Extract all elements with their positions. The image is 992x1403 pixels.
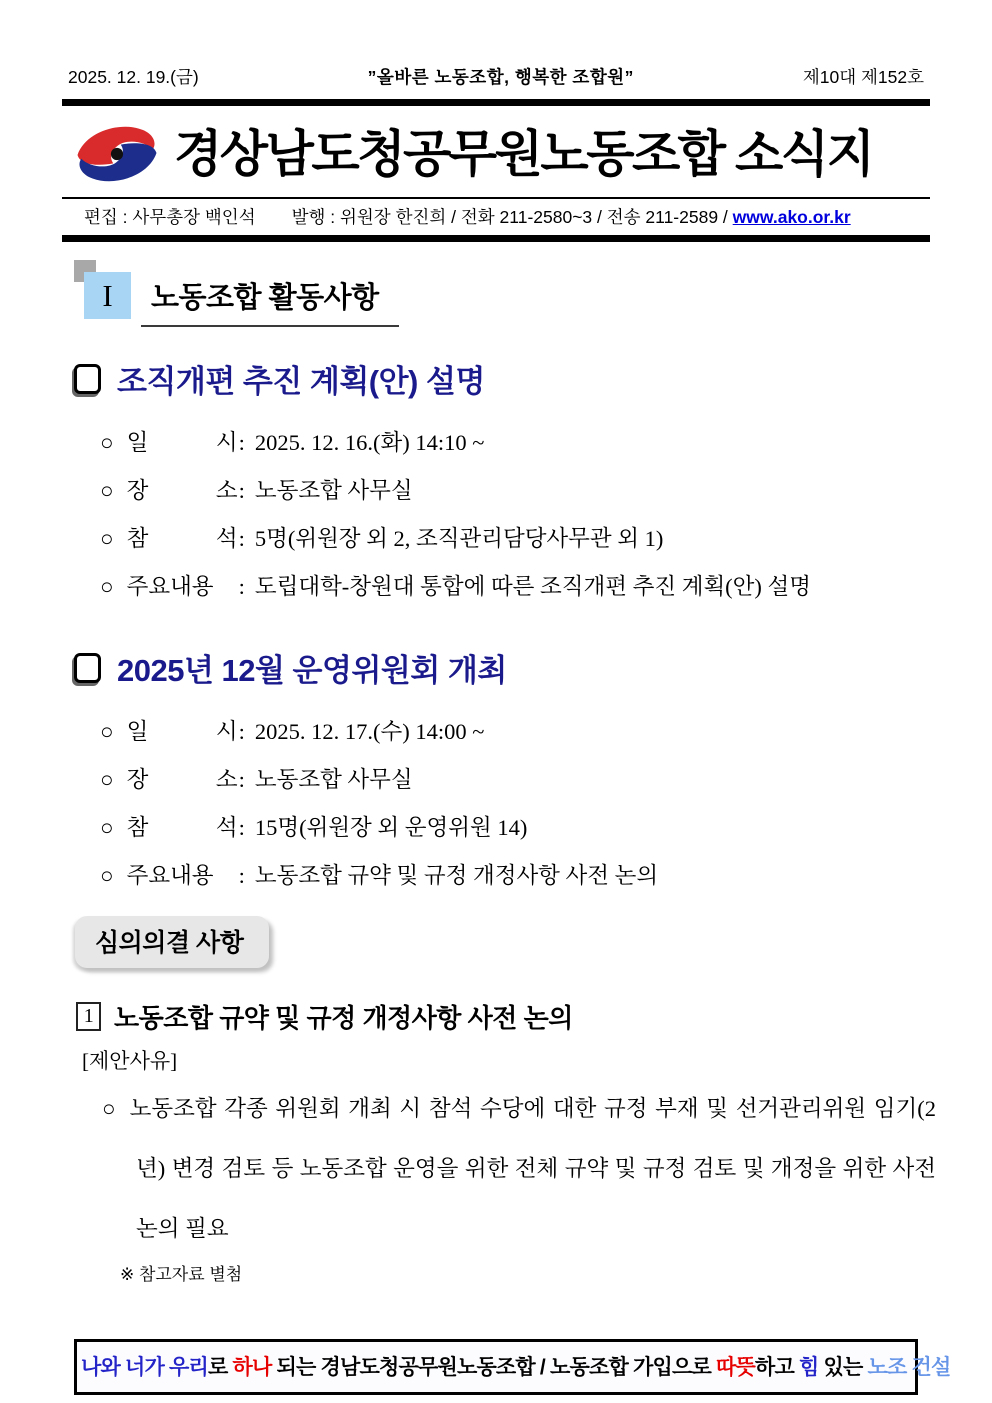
row-separator: : (238, 767, 245, 792)
row-value: 2025. 12. 16.(화) 14:10 ~ (254, 430, 485, 455)
double-rule-bottom (62, 235, 930, 242)
square-bullet-icon (74, 653, 101, 683)
section-one-header (74, 268, 992, 326)
row-separator: : (238, 719, 245, 744)
reason-paragraph (102, 1079, 936, 1259)
row-label: 참 석 (126, 526, 238, 551)
roman-numeral-box: I (84, 272, 131, 319)
row-separator: : (238, 815, 245, 840)
footer-segment: 로 (208, 1356, 233, 1379)
circle-bullet-icon: ○ (100, 719, 114, 744)
row-separator: : (238, 526, 245, 551)
footer-segment: 힘 (798, 1356, 819, 1379)
double-rule-top (62, 99, 930, 106)
row-label: 장 소 (126, 478, 238, 503)
row-label: 일 시 (126, 430, 238, 455)
detail-row (0, 563, 992, 611)
row-separator: : (238, 430, 245, 455)
item-number-box: 1 (76, 1002, 101, 1031)
row-value: 5명(위원장 외 2, 조직관리담당사무관 외 1) (254, 526, 664, 551)
footer-segment: 따뜻 (715, 1356, 755, 1379)
row-value: 노동조합 사무실 (254, 478, 413, 503)
detail-row (0, 708, 992, 756)
circle-bullet-icon: ○ (100, 430, 114, 455)
publication-info (62, 204, 930, 230)
detail-row (0, 515, 992, 563)
thin-rule (62, 197, 930, 199)
reference-note: ※ 참고자료 별첨 (120, 1265, 243, 1284)
circle-bullet-icon: ○ (100, 526, 114, 551)
detail-row (0, 756, 992, 804)
row-value: 노동조합 규약 및 규정 개정사항 사전 논의 (254, 863, 659, 888)
footer-segment: 하나 (232, 1356, 272, 1379)
agenda-item-title: 노동조합 규약 및 규정 개정사항 사전 논의 (114, 1003, 573, 1033)
website-link[interactable]: www.ako.or.kr (732, 207, 851, 227)
article-heading-2-text: 2025년 12월 운영위원회 개최 (117, 653, 507, 688)
row-label: 주요내용 (126, 863, 214, 888)
detail-row (0, 804, 992, 852)
row-label: 일 시 (126, 719, 238, 744)
footer-segment: 있는 (818, 1356, 868, 1379)
publisher-text: 발행 : 위원장 한진희 / 전화 211-2580~3 / 전송 211-2589 / (291, 207, 728, 227)
circle-bullet-icon: ○ (100, 574, 114, 599)
circle-bullet-icon: ○ (100, 767, 114, 792)
row-value: 2025. 12. 17.(수) 14:00 ~ (254, 719, 485, 744)
article-heading-1 (74, 356, 992, 401)
detail-rows-1 (0, 419, 992, 611)
article-heading-1-text: 조직개편 추진 계획(안) 설명 (117, 364, 485, 399)
masthead (62, 112, 930, 196)
row-separator: : (238, 478, 245, 503)
row-label: 장 소 (126, 767, 238, 792)
issue-number: 제10대 제152호 (802, 67, 924, 87)
footer-segment: 되는 경남도청공무원노동조합 / 노동조합 가입으로 (271, 1356, 716, 1379)
footer-banner (74, 1339, 951, 1395)
row-separator: : (238, 574, 245, 599)
row-value: 노동조합 사무실 (254, 767, 413, 792)
circle-bullet-icon: ○ (100, 478, 114, 503)
agenda-item-heading (76, 998, 992, 1035)
row-separator: : (238, 863, 245, 888)
footer-segment: 나와 너가 우리 (81, 1356, 208, 1379)
editor-info: 편집 : 사무총장 백인석 (84, 207, 256, 227)
circle-bullet-icon: ○ (100, 815, 114, 840)
footer-segment: 하고 (754, 1356, 799, 1379)
circle-bullet-icon: ○ (100, 863, 114, 888)
reason-body-text: 노동조합 각종 위원회 개최 시 참석 수당에 대한 규정 부재 및 선거관리위원 임기(2년) 변경 검토 등 노동조합 운영을 위한 전체 규약 및 규정 검토 및 개정을 위한 사전 논의 필요 (129, 1096, 936, 1241)
row-value: 도립대학-창원대 통합에 따른 조직개편 추진 계획(안) 설명 (254, 574, 811, 599)
circle-bullet-icon: ○ (102, 1096, 118, 1121)
article-heading-2 (74, 645, 992, 690)
union-logo-icon (70, 117, 164, 191)
section-one-title: 노동조합 활동사항 (141, 268, 399, 327)
row-label: 참 석 (126, 815, 238, 840)
publisher-info (292, 204, 851, 230)
footer-segment: 노조 건설 (867, 1356, 951, 1379)
detail-rows-2 (0, 708, 992, 900)
detail-row (0, 852, 992, 900)
top-info-line (62, 64, 930, 89)
deliberation-badge: 심의의결 사항 (75, 916, 269, 968)
row-label: 주요내용 (126, 574, 214, 599)
row-value: 15명(위원장 외 운영위원 14) (254, 815, 528, 840)
detail-row (0, 467, 992, 515)
slogan-text: ”올바른 노동조합, 행복한 조합원” (367, 67, 634, 87)
detail-row (0, 419, 992, 467)
issue-date: 2025. 12. 19.(금) (68, 67, 199, 87)
square-bullet-icon (74, 364, 101, 394)
newsletter-title: 경상남도청공무원노동조합 소식지 (174, 126, 873, 182)
reason-label: [제안사유] (82, 1049, 178, 1073)
